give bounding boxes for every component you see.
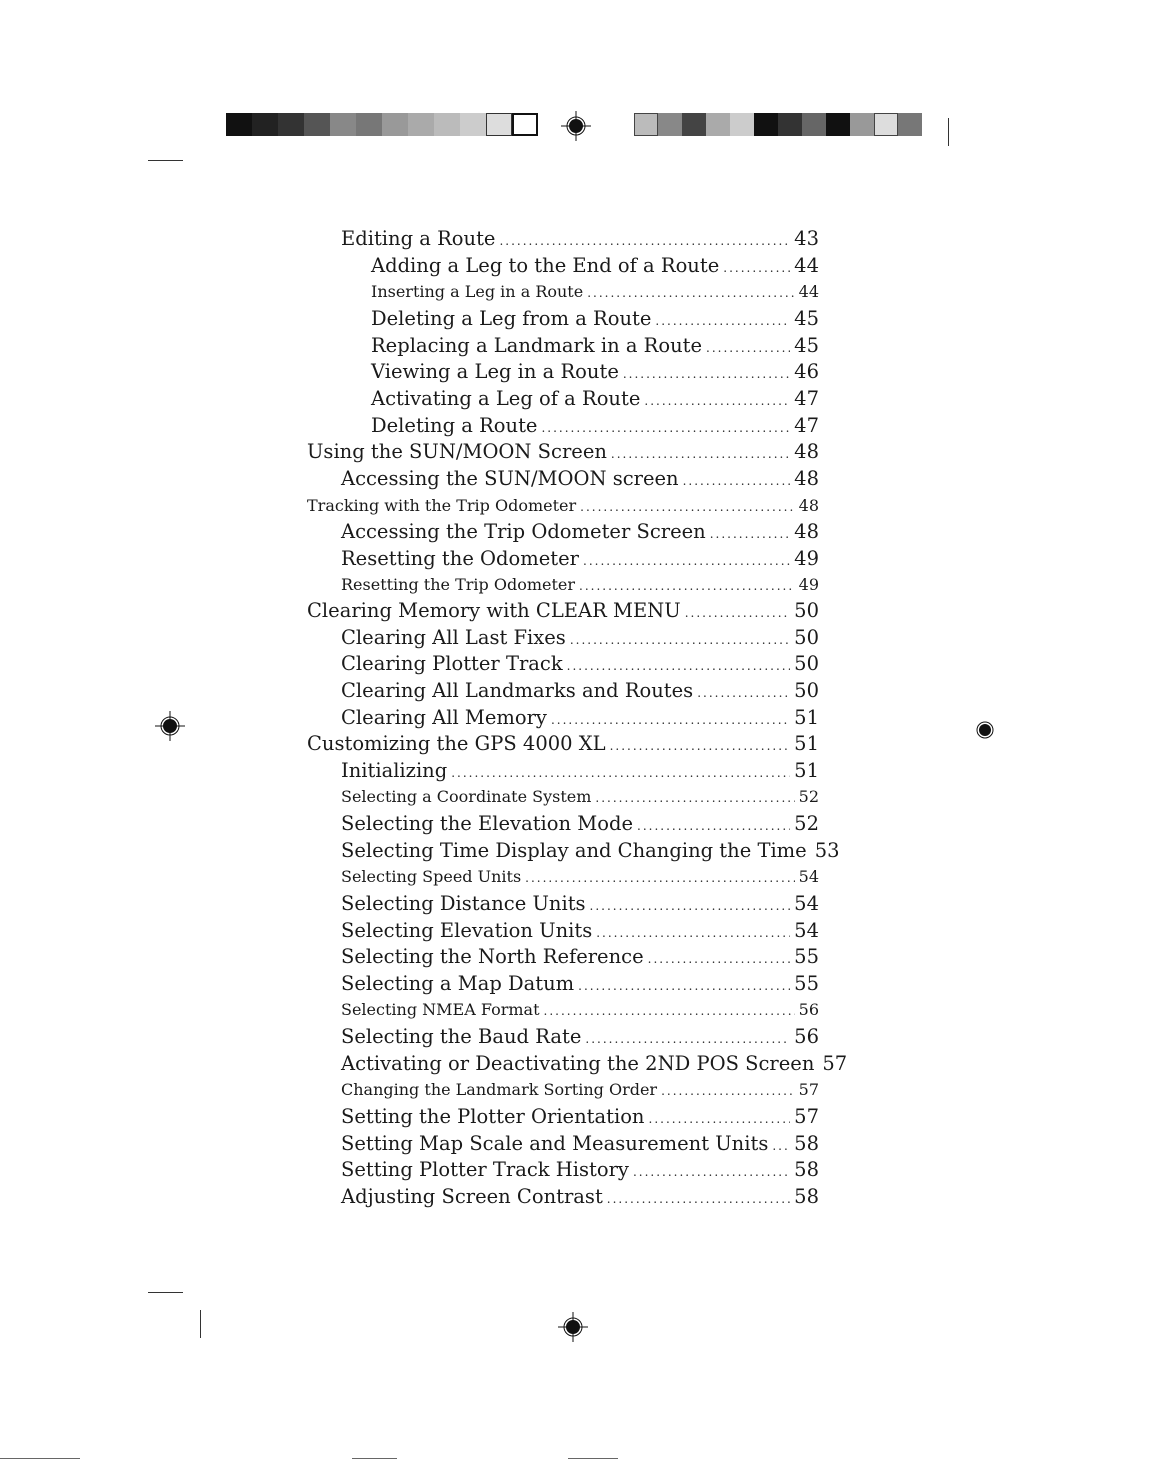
trim-mark: [0, 1458, 80, 1459]
toc-dot-leader: [655, 308, 790, 334]
toc-entry[interactable]: [341, 971, 819, 997]
toc-entry-title: Resetting the Trip Odometer: [341, 575, 576, 594]
toc-entry-title: Replacing a Landmark in a Route: [371, 334, 703, 357]
toc-dot-leader: [567, 653, 791, 679]
toc-entry[interactable]: [341, 678, 819, 704]
toc-entry-title: Activating a Leg of a Route: [371, 387, 641, 410]
toc-entry-page-number: 57: [798, 1080, 819, 1099]
toc-entry-title: Using the SUN/MOON Screen: [307, 440, 607, 463]
toc-entry-title: Clearing All Memory: [341, 706, 547, 729]
color-swatch: [658, 113, 682, 136]
toc-dot-leader: [596, 920, 790, 946]
toc-dot-leader: [772, 1133, 790, 1159]
toc-dot-leader: [578, 973, 790, 999]
toc-entry-page-number: 54: [794, 919, 819, 942]
toc-dot-leader: [590, 893, 791, 919]
toc-dot-leader: [583, 548, 790, 574]
toc-dot-leader: [587, 280, 794, 306]
toc-entry-page-number: 46: [794, 360, 819, 383]
toc-entry-page-number: 49: [794, 547, 819, 570]
toc-entry[interactable]: [307, 493, 819, 519]
toc-entry-page-number: 48: [794, 467, 819, 490]
toc-entry-page-number: 53: [814, 839, 840, 862]
color-swatch: [434, 113, 460, 136]
toc-entry-page-number: 50: [794, 599, 819, 622]
toc-entry-page-number: 57: [794, 1105, 819, 1128]
toc-entry-page-number: 54: [794, 892, 819, 915]
toc-entry-title: Changing the Landmark Sorting Order: [341, 1080, 658, 1099]
toc-entry-page-number: 45: [794, 334, 819, 357]
toc-dot-leader: [585, 1026, 790, 1052]
toc-entry-title: Setting the Plotter Orientation: [341, 1105, 645, 1128]
toc-entry-page-number: 47: [794, 414, 819, 437]
toc-dot-leader: [551, 707, 790, 733]
toc-entry-page-number: 51: [794, 732, 819, 755]
toc-entry-title: Setting Map Scale and Measurement Units: [341, 1132, 769, 1155]
color-swatch: [754, 113, 778, 136]
color-swatch: [252, 113, 278, 136]
color-swatch: [382, 113, 408, 136]
color-swatch: [634, 113, 658, 136]
toc-entry[interactable]: [341, 1184, 819, 1210]
color-swatch: [356, 113, 382, 136]
toc-dot-leader: [710, 521, 790, 547]
toc-entry-title: Clearing Memory with CLEAR MENU: [307, 599, 681, 622]
toc-entry[interactable]: [341, 466, 819, 492]
toc-dot-leader: [451, 760, 790, 786]
toc-entry[interactable]: [341, 758, 819, 784]
toc-entry-title: Setting Plotter Track History: [341, 1158, 629, 1181]
color-registration-bar-left: [226, 113, 538, 136]
toc-entry-page-number: 58: [794, 1132, 819, 1155]
color-swatch: [226, 113, 252, 136]
color-registration-bar-right: [634, 113, 922, 136]
trim-mark: [568, 1458, 618, 1459]
toc-entry[interactable]: [341, 1104, 819, 1130]
toc-entry[interactable]: [341, 944, 819, 970]
toc-dot-leader: [607, 1186, 790, 1212]
toc-entry[interactable]: [341, 519, 819, 545]
toc-entry[interactable]: [307, 731, 819, 757]
toc-entry-page-number: 50: [794, 679, 819, 702]
color-swatch: [460, 113, 486, 136]
toc-dot-leader: [525, 865, 794, 891]
toc-dot-leader: [611, 441, 790, 467]
color-swatch: [874, 113, 898, 136]
toc-entry[interactable]: [341, 838, 840, 864]
toc-entry[interactable]: [371, 306, 819, 332]
toc-entry-page-number: 48: [798, 496, 819, 515]
toc-entry-title: Customizing the GPS 4000 XL: [307, 732, 606, 755]
color-swatch: [706, 113, 730, 136]
toc-entry-page-number: 51: [794, 759, 819, 782]
trim-mark: [352, 1458, 397, 1459]
crop-mark: [948, 118, 949, 146]
toc-entry-page-number: 43: [794, 227, 819, 250]
toc-entry-title: Activating or Deactivating the 2ND POS Screen: [341, 1052, 815, 1075]
toc-entry-title: Deleting a Leg from a Route: [371, 307, 652, 330]
toc-entry-page-number: 47: [794, 387, 819, 410]
toc-entry-page-number: 44: [798, 282, 819, 301]
registration-target-icon: [155, 711, 185, 741]
toc-entry[interactable]: [341, 1051, 848, 1077]
toc-entry[interactable]: [341, 784, 819, 810]
toc-dot-leader: [723, 255, 790, 281]
crop-mark: [200, 1310, 201, 1338]
toc-entry[interactable]: [341, 625, 819, 651]
toc-entry[interactable]: [307, 598, 819, 624]
color-swatch: [330, 113, 356, 136]
toc-entry-title: Initializing: [341, 759, 448, 782]
color-swatch: [486, 113, 512, 136]
toc-entry-page-number: 56: [794, 1025, 819, 1048]
toc-entry-title: Accessing the SUN/MOON screen: [341, 467, 679, 490]
color-swatch: [802, 113, 826, 136]
toc-entry-page-number: 55: [794, 972, 819, 995]
toc-entry[interactable]: [341, 1157, 819, 1183]
toc-dot-leader: [570, 627, 790, 653]
toc-entry[interactable]: [341, 1024, 819, 1050]
toc-entry[interactable]: [341, 572, 819, 598]
toc-entry-page-number: 58: [794, 1185, 819, 1208]
toc-entry-title: Accessing the Trip Odometer Screen: [341, 520, 706, 543]
toc-entry-title: Selecting Distance Units: [341, 892, 586, 915]
color-swatch: [826, 113, 850, 136]
toc-entry[interactable]: [341, 226, 819, 252]
toc-entry[interactable]: [307, 439, 819, 465]
toc-entry-page-number: 52: [794, 812, 819, 835]
registration-target-icon: [561, 111, 591, 141]
toc-entry-page-number: 48: [794, 440, 819, 463]
toc-dot-leader: [685, 600, 790, 626]
toc-dot-leader: [541, 415, 790, 441]
color-swatch: [408, 113, 434, 136]
toc-entry-title: Adjusting Screen Contrast: [341, 1185, 603, 1208]
toc-entry-page-number: 58: [794, 1158, 819, 1181]
toc-entry-title: Selecting the North Reference: [341, 945, 644, 968]
toc-entry-title: Selecting the Baud Rate: [341, 1025, 582, 1048]
toc-entry-title: Clearing Plotter Track: [341, 652, 563, 675]
toc-entry-title: Deleting a Route: [371, 414, 538, 437]
toc-dot-leader: [648, 946, 791, 972]
toc-dot-leader: [544, 998, 795, 1024]
toc-entry[interactable]: [371, 333, 819, 359]
toc-entry-page-number: 56: [798, 1000, 819, 1019]
toc-entry[interactable]: [341, 546, 819, 572]
toc-entry[interactable]: [371, 279, 819, 305]
toc-entry-title: Selecting a Coordinate System: [341, 787, 592, 806]
color-swatch: [682, 113, 706, 136]
toc-dot-leader: [706, 335, 790, 361]
toc-entry[interactable]: [341, 997, 819, 1023]
toc-dot-leader: [637, 813, 790, 839]
toc-entry-title: Inserting a Leg in a Route: [371, 282, 584, 301]
registration-target-icon: [970, 715, 1000, 745]
toc-entry[interactable]: [341, 1077, 819, 1103]
color-swatch: [304, 113, 330, 136]
toc-entry-title: Tracking with the Trip Odometer: [307, 496, 577, 515]
toc-entry-page-number: 45: [794, 307, 819, 330]
toc-entry[interactable]: [341, 864, 819, 890]
toc-dot-leader: [623, 361, 790, 387]
toc-entry[interactable]: [371, 359, 819, 385]
toc-entry-page-number: 48: [794, 520, 819, 543]
toc-entry-title: Selecting Time Display and Changing the Time: [341, 839, 807, 862]
toc-dot-leader: [644, 388, 790, 414]
toc-entry-page-number: 57: [822, 1052, 848, 1075]
toc-entry[interactable]: [341, 651, 819, 677]
toc-entry-title: Adding a Leg to the End of a Route: [371, 254, 720, 277]
toc-entry-title: Viewing a Leg in a Route: [371, 360, 619, 383]
toc-entry[interactable]: [341, 1131, 819, 1157]
color-swatch: [278, 113, 304, 136]
toc-dot-leader: [580, 494, 795, 520]
crop-mark: [148, 1292, 183, 1293]
toc-entry-title: Clearing All Landmarks and Routes: [341, 679, 694, 702]
toc-entry-page-number: 55: [794, 945, 819, 968]
toc-dot-leader: [661, 1078, 795, 1104]
toc-entry[interactable]: [341, 918, 819, 944]
toc-dot-leader: [579, 573, 795, 599]
toc-entry-page-number: 44: [794, 254, 819, 277]
toc-entry-page-number: 50: [794, 626, 819, 649]
toc-entry[interactable]: [341, 811, 819, 837]
toc-entry-title: Selecting Elevation Units: [341, 919, 593, 942]
toc-entry[interactable]: [371, 386, 819, 412]
toc-entry-page-number: 54: [798, 867, 819, 886]
color-swatch: [850, 113, 874, 136]
toc-entry-title: Selecting NMEA Format: [341, 1000, 540, 1019]
color-swatch: [778, 113, 802, 136]
toc-entry[interactable]: [371, 253, 819, 279]
toc-dot-leader: [649, 1106, 791, 1132]
toc-entry[interactable]: [371, 413, 819, 439]
toc-entry-page-number: 49: [798, 575, 819, 594]
toc-entry-page-number: 50: [794, 652, 819, 675]
color-swatch: [512, 113, 538, 136]
color-swatch: [730, 113, 754, 136]
toc-entry[interactable]: [341, 705, 819, 731]
toc-entry-title: Resetting the Odometer: [341, 547, 579, 570]
toc-dot-leader: [697, 680, 790, 706]
toc-entry-title: Selecting the Elevation Mode: [341, 812, 633, 835]
color-swatch: [898, 113, 922, 136]
toc-entry-page-number: 51: [794, 706, 819, 729]
toc-dot-leader: [683, 468, 791, 494]
toc-dot-leader: [610, 733, 791, 759]
toc-entry[interactable]: [341, 891, 819, 917]
toc-entry-title: Selecting Speed Units: [341, 867, 522, 886]
toc-dot-leader: [595, 785, 794, 811]
registration-target-icon: [558, 1312, 588, 1342]
toc-entry-title: Selecting a Map Datum: [341, 972, 575, 995]
toc-dot-leader: [633, 1159, 790, 1185]
crop-mark: [148, 160, 183, 161]
toc-entry-title: Editing a Route: [341, 227, 496, 250]
toc-entry-page-number: 52: [798, 787, 819, 806]
toc-dot-leader: [499, 228, 790, 254]
toc-entry-title: Clearing All Last Fixes: [341, 626, 566, 649]
